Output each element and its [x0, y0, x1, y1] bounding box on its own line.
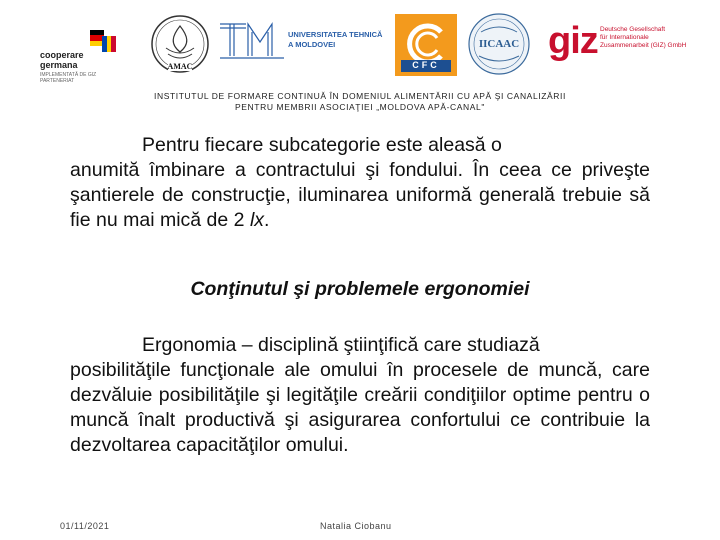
- giz-subtext: Deutsche Gesellschaft für Internationale Zusammenarbeit (GIZ) GmbH: [600, 26, 687, 49]
- iicaac-logo: [467, 12, 531, 76]
- institute-title-line2: PENTRU MEMBRII ASOCIAŢIEI „MOLDOVA APĂ-CANAL": [235, 102, 485, 112]
- cfc-label: CFC: [412, 60, 440, 70]
- utm-text: UNIVERSITATEA TEHNICĂ A MOLDOVEI: [288, 30, 383, 49]
- paragraph-lighting-end: .: [264, 209, 270, 231]
- cooperare-germana-subtext: IMPLEMENTATĂ DE GIZ PARTENERIAT: [40, 72, 97, 84]
- paragraph-ergonomics-text: posibilităţile funcţionale ale omului în procesele de muncă, care dezvăluie posibilităţile şi legităţile creării condiţiilor optime pentru o muncă înalt productivă şi asigurarea confortului ce contribuie la dezvoltarea capacităţilor omului.: [70, 359, 650, 456]
- cooperare-germana-logo: [38, 18, 126, 84]
- paragraph-lighting: [70, 133, 650, 233]
- footer-author: Natalia Ciobanu: [320, 521, 392, 531]
- amac-label: AMAC: [167, 62, 193, 71]
- paragraph-ergonomics-first-line: Ergonomia – disciplină ştiinţifică care studiază: [142, 334, 540, 356]
- utm-logo: [218, 20, 388, 60]
- paragraph-lighting-unit: lx: [249, 209, 265, 231]
- logo-strip: [0, 0, 720, 88]
- cooperare-germana-text: cooperare germana: [40, 50, 84, 70]
- giz-logo: [548, 20, 688, 64]
- giz-wordmark: giz: [548, 20, 598, 62]
- cfc-logo: [395, 14, 457, 76]
- paragraph-lighting-text: anumită îmbinare a contractului şi fondului. În ceea ce priveşte şantierele de construcţie, iluminarea uniformă generală trebuie să fie nu mai mică de 2: [70, 159, 650, 231]
- institute-title-line1: INSTITUTUL DE FORMARE CONTINUĂ ÎN DOMENIUL ALIMENTĂRII CU APĂ ŞI CANALIZĂRII: [154, 91, 566, 101]
- paragraph-ergonomics: [70, 333, 650, 458]
- amac-logo: [146, 14, 214, 76]
- moldova-flag-icon: [102, 36, 116, 52]
- section-heading: Conţinutul şi problemele ergonomiei: [190, 278, 530, 300]
- paragraph-lighting-first-line: Pentru fiecare subcategorie este aleasă o: [142, 134, 502, 156]
- iicaac-label: IICAAC: [478, 38, 520, 50]
- footer-date: 01/11/2021: [60, 521, 110, 531]
